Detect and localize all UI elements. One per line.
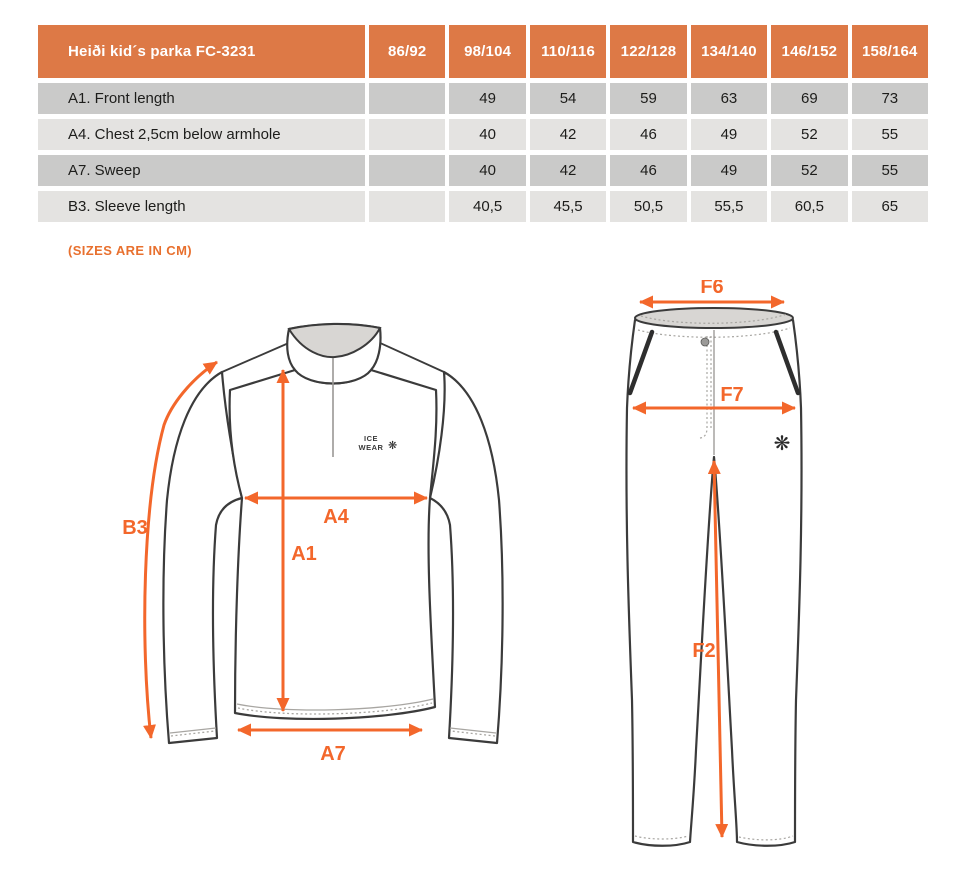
size-table-title: Heiði kid´s parka FC-3231 xyxy=(38,25,365,78)
size-column-header: 86/92 xyxy=(369,25,445,78)
table-cell: 49 xyxy=(691,155,767,186)
table-cell: 73 xyxy=(852,83,928,114)
table-cell: 55 xyxy=(852,119,928,150)
f6-label: F6 xyxy=(700,280,724,298)
a4-label: A4 xyxy=(323,506,349,528)
size-column-header: 158/164 xyxy=(852,25,928,78)
table-cell: 59 xyxy=(610,83,686,114)
table-cell: 45,5 xyxy=(530,191,606,222)
pants-waist-opening xyxy=(635,308,793,328)
snowflake-icon: ❋ xyxy=(388,439,398,452)
sizes-unit-note: (SIZES ARE IN CM) xyxy=(68,243,193,258)
table-cell: 46 xyxy=(610,119,686,150)
table-cell: 40 xyxy=(449,155,525,186)
table-cell: 52 xyxy=(771,155,847,186)
size-column-header: 146/152 xyxy=(771,25,847,78)
table-cell: 69 xyxy=(771,83,847,114)
table-cell: 49 xyxy=(691,119,767,150)
table-cell: 54 xyxy=(530,83,606,114)
table-cell: 49 xyxy=(449,83,525,114)
pants-button xyxy=(701,338,709,346)
table-cell: 42 xyxy=(530,119,606,150)
table-cell xyxy=(369,119,445,150)
table-cell: 65 xyxy=(852,191,928,222)
table-cell: 50,5 xyxy=(610,191,686,222)
table-cell xyxy=(369,83,445,114)
jacket-measurement-diagram xyxy=(95,290,535,790)
measurement-row-label: A7. Sweep xyxy=(38,155,365,186)
table-cell: 40 xyxy=(449,119,525,150)
svg-text:WEAR: WEAR xyxy=(358,443,384,452)
pants-measurement-diagram xyxy=(605,280,855,870)
size-table xyxy=(38,25,928,222)
a7-label: A7 xyxy=(320,743,346,765)
f7-label: F7 xyxy=(720,384,744,406)
table-cell xyxy=(369,191,445,222)
a1-label: A1 xyxy=(291,543,317,565)
size-column-header: 110/116 xyxy=(530,25,606,78)
svg-text:ICE: ICE xyxy=(363,434,379,443)
measurement-row-label: A1. Front length xyxy=(38,83,365,114)
table-cell: 55 xyxy=(852,155,928,186)
b3-label: B3 xyxy=(122,517,148,539)
table-cell: 46 xyxy=(610,155,686,186)
table-cell: 55,5 xyxy=(691,191,767,222)
table-cell xyxy=(369,155,445,186)
measurement-row-label: A4. Chest 2,5cm below armhole xyxy=(38,119,365,150)
table-cell: 42 xyxy=(530,155,606,186)
table-cell: 40,5 xyxy=(449,191,525,222)
f2-label: F2 xyxy=(692,640,716,662)
size-column-header: 134/140 xyxy=(691,25,767,78)
size-column-header: 122/128 xyxy=(610,25,686,78)
table-cell: 52 xyxy=(771,119,847,150)
snowflake-icon: ❋ xyxy=(773,431,791,455)
size-column-header: 98/104 xyxy=(449,25,525,78)
table-cell: 60,5 xyxy=(771,191,847,222)
table-cell: 63 xyxy=(691,83,767,114)
measurement-row-label: B3. Sleeve length xyxy=(38,191,365,222)
